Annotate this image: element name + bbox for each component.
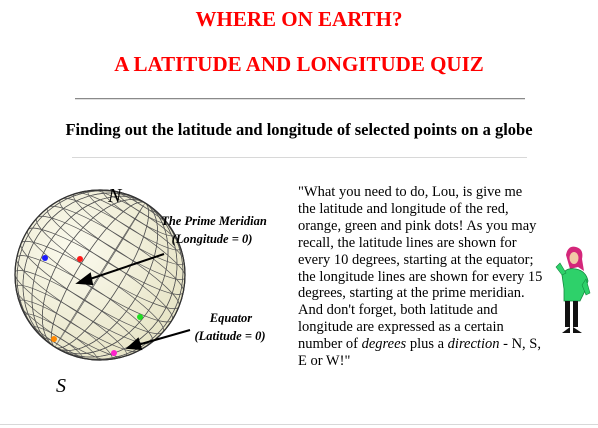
divider-top: [75, 98, 525, 100]
section-heading: Finding out the latitude and longitude of selected points on a globe: [65, 120, 533, 139]
globe-diagram: [0, 170, 290, 410]
dot-orange: [51, 336, 57, 342]
instructions-italic-degrees: degrees: [361, 336, 407, 353]
instructions-part3: - N, S, E or W!": [298, 336, 541, 370]
divider-middle: [72, 157, 527, 158]
instructions-text: [298, 184, 543, 370]
instructions-part1: "What you need to do, Lou, is give me the latitude and longitude of the red, orange, green and pink dots! As you may recall, the latitude lines are shown for every 10 degrees, starting at the equator; the longitude lines are shown for every 15 degrees, starting at the prime meridian. And don't forget, both latitude and longitude are expressed as a certain number of: [298, 184, 543, 353]
dot-pink: [111, 350, 117, 356]
dot-green: [137, 314, 143, 320]
divider-bottom: [0, 424, 598, 425]
dot-blue: [42, 255, 48, 261]
dot-red: [77, 256, 83, 262]
north-label: N: [108, 185, 122, 207]
equator-sublabel: (Latitude = 0): [194, 329, 266, 343]
lou-character-image: [552, 245, 592, 335]
prime-meridian-sublabel: (Longitude = 0): [171, 232, 253, 246]
instructions-part2: plus a: [406, 336, 448, 353]
instructions-italic-direction: direction: [447, 336, 500, 353]
page-subtitle-heading: A LATITUDE AND LONGITUDE QUIZ: [114, 52, 484, 76]
south-label: S: [56, 375, 66, 397]
equator-label: Equator: [209, 311, 253, 325]
prime-meridian-label: The Prime Meridian: [161, 214, 267, 228]
page-title: WHERE ON EARTH?: [195, 7, 403, 31]
